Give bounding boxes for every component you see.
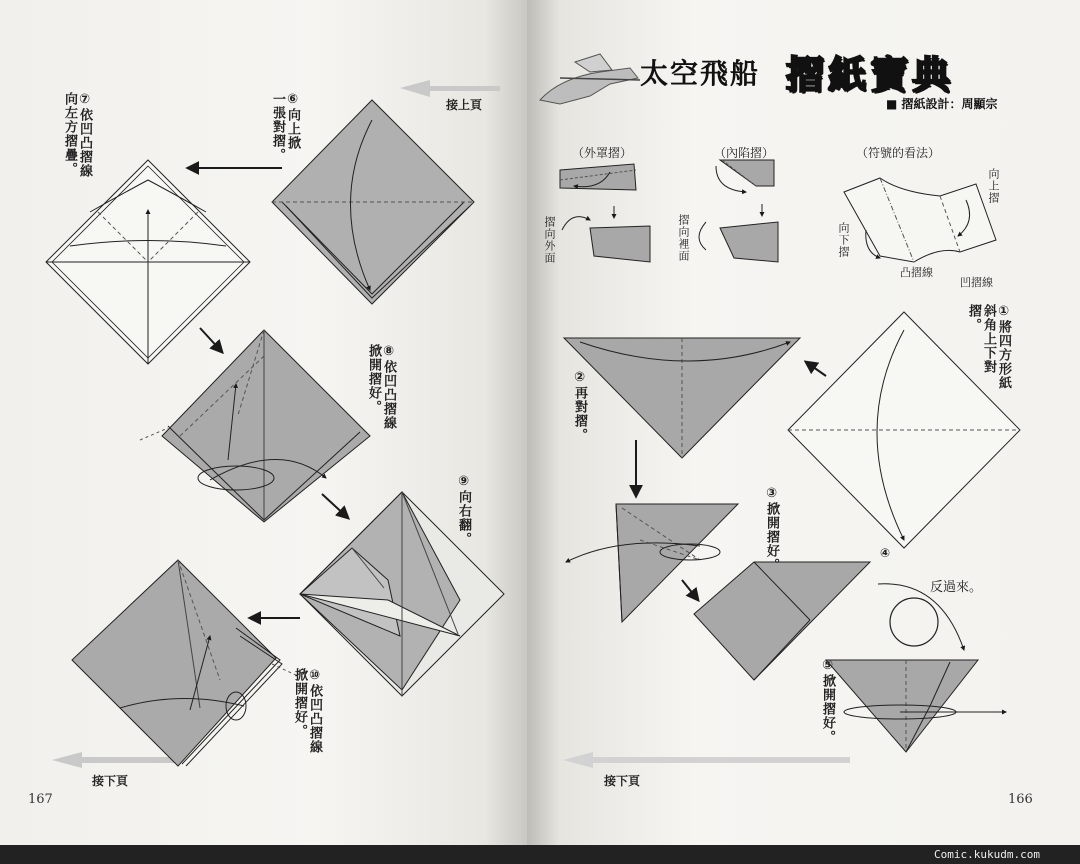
legend-symbols-label: （符號的看法） [856, 146, 941, 160]
step9-caption: ⑨向右翻。 [456, 474, 471, 546]
arrow-1-to-2 [806, 362, 826, 376]
legend-fold-down: 向下摺 [837, 222, 850, 258]
step8-diagram [140, 330, 370, 522]
arrow-3-to-4 [682, 580, 698, 600]
step10-caption: ⑩依凹凸摺線掀開摺好。 [292, 668, 322, 754]
step2-caption: ②再對摺。 [572, 370, 587, 442]
step4-flip-caption: 反過來。 [930, 580, 983, 595]
arrow-8-to-9 [322, 494, 348, 518]
legend-outer-fold [560, 164, 650, 262]
next-page-arrow-right [563, 752, 850, 768]
prev-page-label[interactable]: 接上頁 [446, 98, 483, 112]
prev-page-arrow [400, 80, 500, 97]
step3-caption: ③掀開摺好。 [764, 486, 779, 572]
designer-credit: ■ 摺紙設計：周顯宗 [886, 97, 998, 111]
watermark: Comic.kukudm.com [934, 848, 1040, 861]
arrow-7-to-8 [200, 328, 222, 352]
legend-inner-fold [699, 160, 778, 262]
title-text: 太空飛船 [640, 57, 761, 90]
step8-caption: ⑧依凹凸摺線掀開摺好。 [366, 344, 396, 430]
next-page-label-left[interactable]: 接下頁 [92, 774, 129, 788]
step7-caption: ⑦依凹凸摺線向左方摺疊。 [62, 92, 92, 178]
step10-diagram [72, 560, 298, 766]
legend-inner-fold-caption: 摺向裡面 [677, 214, 690, 262]
step9-diagram [300, 492, 504, 696]
legend-fold-up: 向上摺 [987, 168, 1000, 204]
step6-diagram [272, 100, 474, 304]
spaceship-logo [540, 54, 640, 104]
next-page-label-right[interactable]: 接下頁 [604, 774, 641, 788]
legend-valley-line: 凹摺線 [960, 276, 993, 289]
page-number-right: 166 [1008, 792, 1033, 807]
legend-outer-fold-caption: 摺向外面 [543, 216, 556, 264]
step1-caption: ①將四方形紙斜角上下對摺。 [966, 304, 1011, 390]
legend-symbols [844, 178, 996, 262]
legend-mountain-line: 凸摺線 [900, 266, 933, 279]
bottom-bar [0, 845, 1080, 864]
step2-diagram [564, 338, 800, 458]
step5-diagram [826, 660, 1006, 752]
book-title: 摺紙寶典 [786, 53, 955, 97]
next-page-arrow-left [52, 752, 175, 768]
legend-inner-fold-label: （內陷摺） [714, 146, 775, 160]
page-number-left: 167 [28, 792, 53, 807]
step5-caption: ⑤掀開摺好。 [820, 658, 835, 744]
step4-caption: ④ [880, 546, 891, 560]
step6-caption: ⑥向上掀一張對摺。 [270, 92, 300, 162]
legend-outer-fold-label: （外罩摺） [572, 146, 633, 160]
step7-diagram [46, 160, 250, 364]
